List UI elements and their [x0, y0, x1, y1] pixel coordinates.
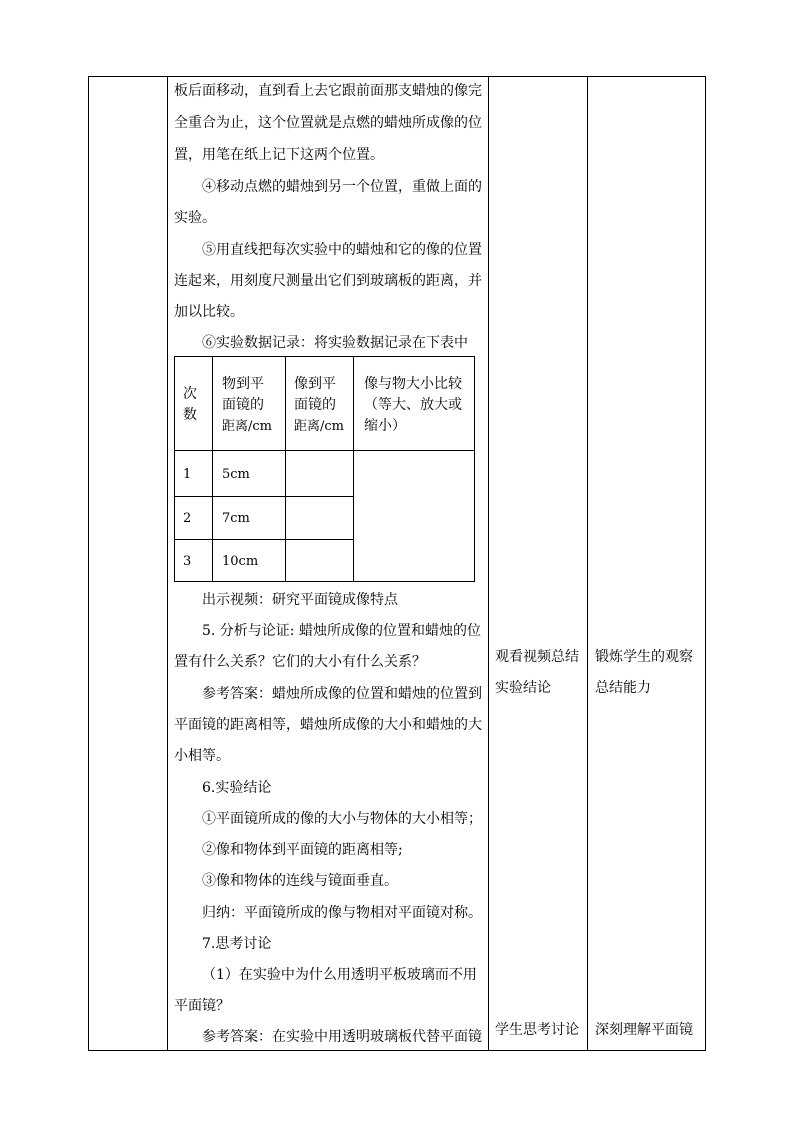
header-size-compare-3: 缩小）	[364, 418, 406, 434]
conclusion-1: ①平面镜所成的像的大小与物体的大小相等；	[202, 811, 482, 827]
conclusion-2: ②像和物体到平面镜的距离相等;	[202, 842, 403, 858]
row-2-index: 2	[183, 511, 192, 526]
summary: 归纳：平面镜所成的像与物相对平面镜对称。	[202, 905, 482, 921]
table-rule	[353, 356, 354, 582]
column-divider	[488, 76, 489, 1051]
row-1-object-distance: 5cm	[222, 467, 250, 482]
conclusion-heading: 6.实验结论	[202, 780, 272, 796]
table-rule	[174, 450, 475, 451]
discussion-question: （1）在实验中为什么用透明平板玻璃而不用	[202, 967, 477, 983]
content-line: 全重合为止，这个位置就是点燃的蜡烛所成像的位	[174, 115, 482, 131]
student-activity-1b: 实验结论	[495, 680, 551, 696]
table-rule	[285, 356, 286, 582]
analysis-question: 5. 分析与论证: 蜡烛所成像的位置和蜡烛的位	[202, 623, 481, 639]
content-line: 板后面移动，直到看上去它跟前面那支蜡烛的像完	[174, 83, 482, 99]
design-intent-1b: 总结能力	[595, 680, 651, 696]
video-note: 出示视频：研究平面镜成像特点	[202, 592, 398, 608]
student-activity-1a: 观看视频总结	[495, 649, 579, 665]
header-image-distance-1: 像到平	[294, 376, 336, 392]
column-divider	[587, 76, 588, 1051]
content-line: 置有什么关系？它们的大小有什么关系？	[174, 654, 426, 670]
discussion-heading: 7.思考讨论	[202, 936, 272, 952]
design-intent-1a: 锻炼学生的观察	[595, 649, 693, 665]
header-object-distance-1: 物到平	[222, 376, 264, 392]
header-object-distance-3: 距离/cm	[222, 419, 272, 434]
header-object-distance-2: 面镜的	[222, 397, 264, 413]
table-rule	[174, 539, 354, 540]
content-line: 置，用笔在纸上记下这两个位置。	[174, 147, 384, 163]
step-5: ⑤用直线把每次实验中的蜡烛和它的像的位置	[202, 242, 482, 258]
column-divider	[167, 76, 168, 1051]
design-intent-2: 深刻理解平面镜	[595, 1022, 693, 1038]
row-3-index: 3	[183, 554, 192, 569]
content-line: 平面镜的距离相等，蜡烛所成像的大小和蜡烛的大	[174, 717, 482, 733]
content-line: 实验。	[174, 210, 216, 226]
student-activity-2: 学生思考讨论	[495, 1022, 579, 1038]
header-size-compare-2: （等大、放大或	[364, 397, 462, 413]
row-2-object-distance: 7cm	[222, 511, 250, 526]
reference-answer: 参考答案：蜡烛所成像的位置和蜡烛的位置到	[202, 686, 482, 702]
reference-answer-2: 参考答案：在实验中用透明玻璃板代替平面镜	[202, 1029, 482, 1045]
step-6: ⑥实验数据记录：将实验数据记录在下表中	[202, 335, 468, 351]
header-size-compare-1: 像与物大小比较	[364, 376, 462, 392]
step-4: ④移动点燃的蜡烛到另一个位置，重做上面的	[202, 179, 482, 195]
content-line: 连起来，用刻度尺测量出它们到玻璃板的距离，并	[174, 273, 482, 289]
table-rule	[174, 496, 354, 497]
header-image-distance-3: 距离/cm	[294, 419, 344, 434]
conclusion-3: ③像和物体的连线与镜面垂直。	[202, 873, 398, 889]
content-line: 平面镜？	[174, 998, 230, 1014]
row-3-object-distance: 10cm	[222, 554, 259, 569]
table-rule	[212, 356, 213, 582]
header-count-1: 次	[183, 386, 197, 402]
content-line: 小相等。	[174, 748, 230, 764]
content-line: 加以比较。	[174, 304, 244, 320]
header-image-distance-2: 面镜的	[294, 397, 336, 413]
header-count-2: 数	[183, 407, 197, 423]
row-1-index: 1	[183, 467, 192, 482]
